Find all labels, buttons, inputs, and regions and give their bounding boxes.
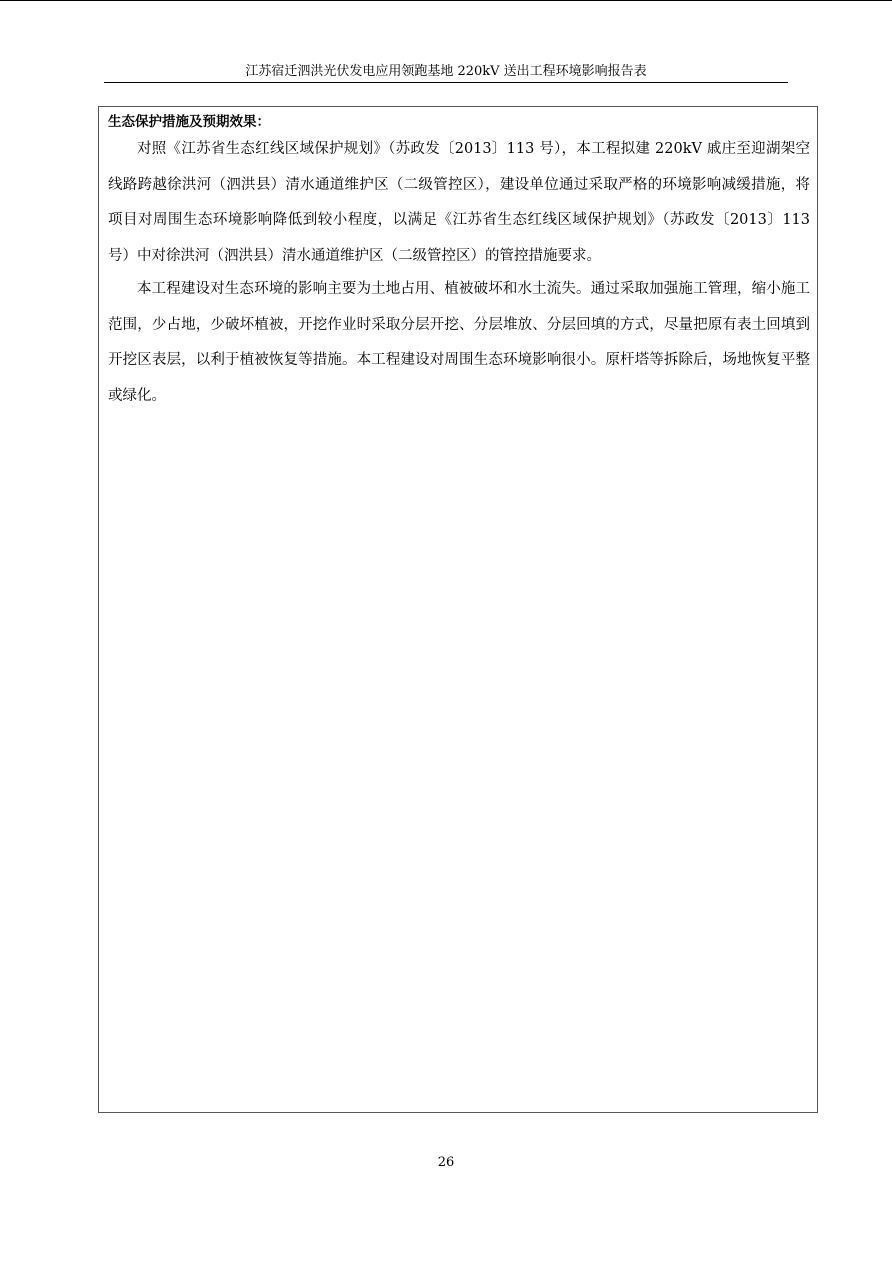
document-header-title: 江苏宿迁泗洪光伏发电应用领跑基地 220kV 送出工程环境影响报告表 bbox=[245, 64, 647, 79]
paragraph-2: 本工程建设对生态环境的影响主要为土地占用、植被破坏和水土流失。通过采取加强施工管理，缩小施工范围，少占地，少破坏植被，开挖作业时采取分层开挖、分层堆放、分层回填的方式，尽量把原有表土回填到开挖区表层，以利于植被恢复等措施。本工程建设对周围生态环境影响很小。原杆塔等拆除后，场地恢复平整或绿化。 bbox=[108, 281, 810, 404]
page-top-border bbox=[0, 0, 892, 1]
paragraph-1: 对照《江苏省生态红线区域保护规划》（苏政发〔2013〕113 号），本工程拟建 220kV 戚庄至迎湖架空线路跨越徐洪河（泗洪县）清水通道维护区（二级管控区），建设单位通过采取严格的环境影响减缓措施，将项目对周围生态环境影响降低到较小程度，以满足《江苏省生态红线区域保护规划》（苏政发〔2013〕113 号）中对徐洪河（泗洪县）清水通道维护区（二级管控区）的管控措施要求。 bbox=[108, 141, 810, 264]
header-rule bbox=[104, 82, 788, 83]
page-number: 26 bbox=[437, 1155, 455, 1170]
content-box bbox=[98, 106, 818, 1113]
section-heading: 生态保护措施及预期效果： bbox=[108, 114, 270, 130]
